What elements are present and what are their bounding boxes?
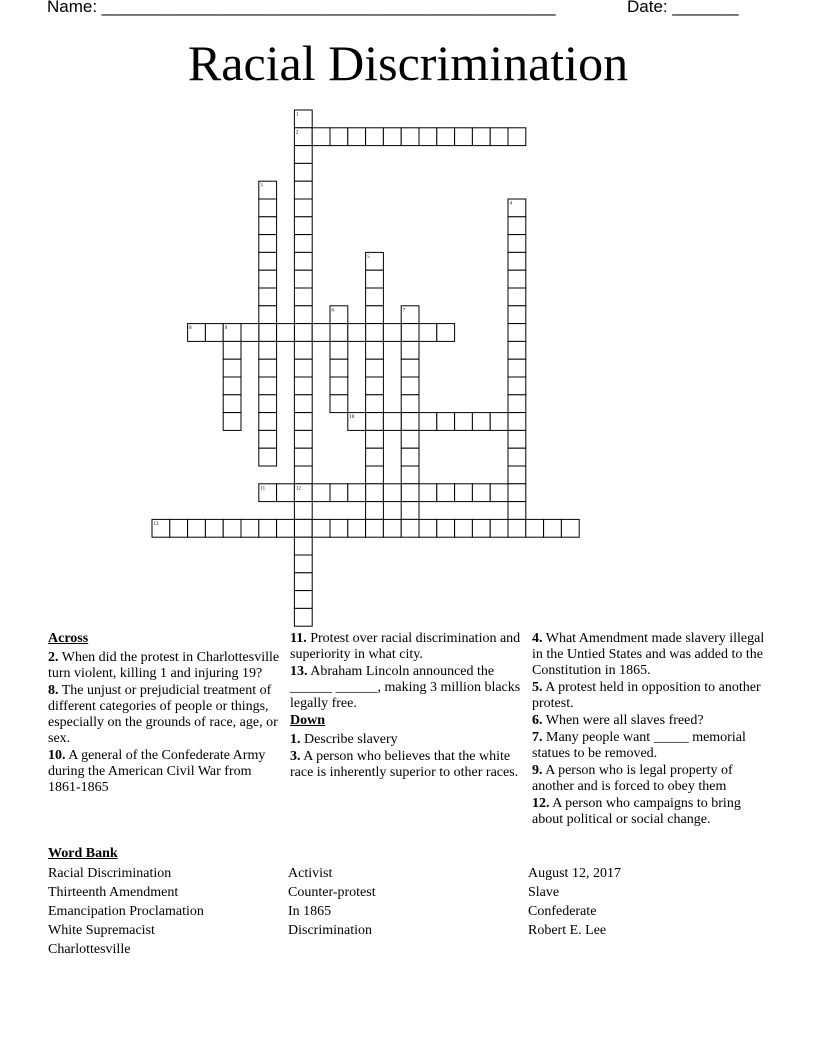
grid-cell[interactable]	[259, 324, 277, 342]
cell-number: 10	[349, 415, 355, 421]
grid-cell[interactable]	[508, 128, 526, 146]
clue-text: A person who campaigns to bring about political or social change.	[532, 796, 741, 827]
grid-cell[interactable]	[294, 217, 312, 235]
grid-cell[interactable]	[366, 466, 384, 484]
page-title: Racial Discrimination	[187, 35, 629, 91]
grid-cell[interactable]	[312, 519, 330, 537]
grid-cell[interactable]	[401, 430, 419, 448]
cell-number: 5	[367, 254, 370, 260]
grid-cell[interactable]	[401, 466, 419, 484]
grid-cell[interactable]	[330, 519, 348, 537]
cell-number: 6	[331, 308, 334, 314]
clue-text: A person who believes that the white race is inherently superior to other races.	[290, 749, 519, 780]
grid-cell[interactable]	[437, 484, 455, 502]
clue-column-3	[532, 631, 772, 829]
grid-cell[interactable]	[437, 413, 455, 431]
grid-cell[interactable]	[366, 519, 384, 537]
word-bank-item: Confederate	[528, 904, 597, 919]
grid-cell[interactable]	[455, 128, 473, 146]
grid-cell[interactable]	[223, 377, 241, 395]
clue-text: A protest held in opposition to another protest.	[532, 680, 761, 711]
grid-cell[interactable]	[241, 324, 259, 342]
grid-cell[interactable]	[401, 413, 419, 431]
grid-cell[interactable]	[419, 128, 437, 146]
grid-cell[interactable]	[366, 395, 384, 413]
grid-cell[interactable]	[294, 181, 312, 199]
grid-cell[interactable]	[366, 341, 384, 359]
grid-cell[interactable]	[490, 413, 508, 431]
grid-cell[interactable]	[259, 341, 277, 359]
grid-cell[interactable]	[205, 519, 223, 537]
clue-text: Abraham Lincoln announced the ______ ______, making 3 million blacks legally free.	[290, 664, 521, 711]
clue-text: A general of the Confederate Army during the American Civil War from 1861-1865	[48, 748, 266, 795]
grid-cell[interactable]	[490, 484, 508, 502]
grid-cell[interactable]	[294, 430, 312, 448]
grid-cell[interactable]	[348, 324, 366, 342]
word-bank-column-1	[48, 864, 204, 959]
clue-number: 1.	[290, 732, 301, 747]
grid-cell[interactable]	[294, 537, 312, 555]
grid-cell[interactable]	[437, 519, 455, 537]
grid-cell[interactable]	[259, 395, 277, 413]
word-bank-heading: Word Bank	[48, 846, 118, 861]
grid-cell[interactable]	[508, 430, 526, 448]
grid-cell[interactable]	[366, 502, 384, 520]
grid-cell[interactable]	[401, 484, 419, 502]
down-clue	[532, 680, 772, 712]
grid-cell[interactable]	[348, 484, 366, 502]
grid-cell[interactable]	[508, 377, 526, 395]
grid-cell[interactable]	[419, 484, 437, 502]
clue-column-1	[48, 631, 283, 797]
grid-cell[interactable]	[259, 270, 277, 288]
across-heading: Across	[48, 631, 89, 646]
clue-text: When were all slaves freed?	[545, 713, 704, 728]
grid-cell[interactable]	[401, 395, 419, 413]
grid-cell[interactable]	[366, 128, 384, 146]
grid-cell[interactable]	[366, 270, 384, 288]
grid-cell[interactable]	[241, 519, 259, 537]
word-bank-item: Robert E. Lee	[528, 923, 607, 938]
grid-cell[interactable]	[294, 288, 312, 306]
grid-cell[interactable]	[330, 128, 348, 146]
grid-cell[interactable]	[170, 519, 188, 537]
grid-cell[interactable]	[561, 519, 579, 537]
grid-cell[interactable]	[383, 484, 401, 502]
word-bank-item: Charlottesville	[48, 942, 131, 957]
clue-number: 2.	[48, 650, 59, 665]
grid-cell[interactable]	[223, 519, 241, 537]
grid-cell[interactable]	[508, 484, 526, 502]
cell-number: 13	[153, 521, 159, 527]
grid-cell[interactable]	[294, 359, 312, 377]
down-clue	[532, 631, 772, 679]
grid-cell[interactable]	[401, 341, 419, 359]
grid-cell[interactable]	[294, 146, 312, 164]
word-bank-column-3	[528, 864, 621, 940]
clue-number: 5.	[532, 680, 543, 695]
grid-cell[interactable]	[401, 324, 419, 342]
word-bank-item: Emancipation Proclamation	[48, 904, 204, 919]
across-clue	[290, 631, 526, 663]
grid-cell[interactable]	[294, 573, 312, 591]
grid-cell[interactable]	[294, 270, 312, 288]
grid-cell[interactable]	[366, 288, 384, 306]
grid-cell[interactable]	[259, 288, 277, 306]
grid-cell[interactable]	[437, 324, 455, 342]
grid-cell[interactable]	[472, 128, 490, 146]
cell-number: 8	[189, 326, 192, 332]
clue-text: Describe slavery	[304, 732, 398, 747]
grid-cell[interactable]	[259, 359, 277, 377]
grid-cell[interactable]	[419, 413, 437, 431]
grid-cell[interactable]	[508, 270, 526, 288]
clue-text: What Amendment made slavery illegal in the Untied States and was added to the Constitution in 1865.	[532, 631, 765, 678]
grid-cell[interactable]	[294, 519, 312, 537]
grid-cell[interactable]	[259, 306, 277, 324]
clue-column-2	[290, 631, 526, 782]
grid-cell[interactable]	[294, 377, 312, 395]
down-clue	[290, 749, 526, 781]
clue-text: When did the protest in Charlottesville turn violent, killing 1 and injuring 19?	[48, 650, 280, 681]
grid-cell[interactable]	[259, 217, 277, 235]
grid-cell[interactable]	[259, 448, 277, 466]
grid-cell[interactable]	[366, 430, 384, 448]
grid-cell[interactable]	[508, 359, 526, 377]
down-heading: Down	[290, 713, 326, 728]
grid-cell[interactable]	[188, 519, 206, 537]
grid-cell[interactable]	[508, 235, 526, 253]
word-bank-column-2	[288, 864, 376, 940]
grid-cell[interactable]	[259, 199, 277, 217]
grid-cell[interactable]	[401, 502, 419, 520]
word-bank-item: Discrimination	[288, 923, 372, 938]
clue-number: 10.	[48, 748, 66, 763]
grid-cell[interactable]	[455, 519, 473, 537]
grid-cell[interactable]	[366, 448, 384, 466]
grid-cell[interactable]	[259, 252, 277, 270]
grid-cell[interactable]	[401, 519, 419, 537]
cell-number: 4	[509, 201, 512, 207]
grid-cell[interactable]	[508, 502, 526, 520]
grid-cell[interactable]	[472, 519, 490, 537]
grid-cell[interactable]	[330, 484, 348, 502]
down-clue	[290, 732, 526, 748]
clue-number: 3.	[290, 749, 301, 764]
clue-number: 12.	[532, 796, 550, 811]
grid-cell[interactable]	[294, 199, 312, 217]
grid-cell[interactable]	[383, 413, 401, 431]
across-clue	[48, 650, 283, 682]
clue-text: The unjust or prejudicial treatment of different categories of people or things, especially on the grounds of race, age, or sex.	[48, 683, 278, 746]
down-clue	[532, 763, 772, 795]
grid-cell[interactable]	[294, 591, 312, 609]
grid-cell[interactable]	[205, 324, 223, 342]
grid-cell[interactable]	[223, 413, 241, 431]
grid-cell[interactable]	[348, 519, 366, 537]
grid-cell[interactable]	[294, 608, 312, 626]
grid-cell[interactable]	[277, 519, 295, 537]
across-clue	[48, 683, 283, 747]
grid-cell[interactable]	[366, 306, 384, 324]
clue-number: 4.	[532, 631, 543, 646]
word-bank-item: Activist	[288, 866, 333, 881]
across-clue	[48, 748, 283, 796]
down-clue	[532, 796, 772, 828]
grid-cell[interactable]	[526, 519, 544, 537]
clue-number: 8.	[48, 683, 59, 698]
grid-cell[interactable]	[294, 466, 312, 484]
cell-number: 12	[295, 486, 301, 492]
across-clue	[290, 664, 526, 712]
grid-cell[interactable]	[419, 324, 437, 342]
grid-cell[interactable]	[259, 377, 277, 395]
grid-cell[interactable]	[259, 430, 277, 448]
grid-cell[interactable]	[223, 341, 241, 359]
cell-number: 9	[224, 326, 228, 332]
word-bank-item: August 12, 2017	[528, 866, 621, 881]
grid-cell[interactable]	[294, 448, 312, 466]
word-bank-item: Racial Discrimination	[48, 866, 172, 881]
grid-cell[interactable]	[348, 128, 366, 146]
cell-number: 3	[260, 183, 263, 189]
grid-cell[interactable]	[223, 359, 241, 377]
grid-cell[interactable]	[401, 377, 419, 395]
grid-cell[interactable]	[419, 519, 437, 537]
down-clue	[532, 730, 772, 762]
grid-cell[interactable]	[366, 324, 384, 342]
grid-cell[interactable]	[259, 413, 277, 431]
grid-cell[interactable]	[366, 413, 384, 431]
grid-cell[interactable]	[312, 324, 330, 342]
grid-cell[interactable]	[330, 341, 348, 359]
grid-cell[interactable]	[490, 128, 508, 146]
grid-cell[interactable]	[294, 413, 312, 431]
grid-cell[interactable]	[294, 306, 312, 324]
word-bank-item: In 1865	[288, 904, 332, 919]
grid-cell[interactable]	[508, 448, 526, 466]
clue-text: Protest over racial discrimination and superiority in what city.	[290, 631, 521, 662]
word-bank-item: Counter-protest	[288, 885, 376, 900]
grid-cell[interactable]	[544, 519, 562, 537]
cell-number: 7	[402, 308, 406, 314]
cell-number: 2	[295, 130, 299, 136]
grid-cell[interactable]	[294, 324, 312, 342]
grid-cell[interactable]	[508, 324, 526, 342]
grid-cell[interactable]	[277, 324, 295, 342]
date-field: Date: _______	[627, 0, 739, 16]
grid-cell[interactable]	[277, 484, 295, 502]
grid-cell[interactable]	[437, 128, 455, 146]
grid-cell[interactable]	[401, 448, 419, 466]
grid-cell[interactable]	[330, 359, 348, 377]
grid-cell[interactable]	[401, 359, 419, 377]
grid-cell[interactable]	[312, 484, 330, 502]
clue-text: A person who is legal property of another and is forced to obey them	[532, 763, 733, 794]
grid-cell[interactable]	[294, 395, 312, 413]
grid-cell[interactable]	[383, 519, 401, 537]
grid-cell[interactable]	[508, 288, 526, 306]
grid-cell[interactable]	[366, 359, 384, 377]
grid-cell[interactable]	[508, 341, 526, 359]
clue-number: 9.	[532, 763, 543, 778]
grid-cell[interactable]	[366, 484, 384, 502]
grid-cell[interactable]	[330, 377, 348, 395]
word-bank-item: White Supremacist	[48, 923, 155, 938]
cell-number: 11	[260, 486, 266, 492]
grid-cell[interactable]	[259, 235, 277, 253]
grid-cell[interactable]	[401, 128, 419, 146]
grid-cell[interactable]	[508, 395, 526, 413]
grid-cell[interactable]	[472, 413, 490, 431]
clue-number: 7.	[532, 730, 543, 745]
grid-cell[interactable]	[294, 341, 312, 359]
clue-number: 6.	[532, 713, 543, 728]
grid-cell[interactable]	[259, 519, 277, 537]
word-bank-item: Slave	[528, 885, 560, 900]
grid-cell[interactable]	[472, 484, 490, 502]
grid-cell[interactable]	[508, 252, 526, 270]
grid-cell[interactable]	[330, 324, 348, 342]
name-field: Name: ________________________________________________	[47, 0, 556, 16]
grid-cell[interactable]	[508, 413, 526, 431]
down-clue	[532, 713, 772, 729]
grid-cell[interactable]	[508, 217, 526, 235]
grid-cell[interactable]	[490, 519, 508, 537]
grid-cell[interactable]	[294, 235, 312, 253]
cell-number: 1	[295, 112, 299, 118]
grid-cell[interactable]	[223, 395, 241, 413]
grid-cell[interactable]	[455, 484, 473, 502]
clue-text: Many people want _____ memorial statues to be removed.	[532, 730, 746, 761]
grid-cell[interactable]	[383, 128, 401, 146]
grid-cell[interactable]	[508, 466, 526, 484]
grid-cell[interactable]	[508, 306, 526, 324]
grid-cell[interactable]	[312, 128, 330, 146]
grid-cell[interactable]	[294, 252, 312, 270]
grid-cell[interactable]	[383, 324, 401, 342]
word-bank-item: Thirteenth Amendment	[48, 885, 179, 900]
clue-number: 11.	[290, 631, 307, 646]
grid-cell[interactable]	[366, 377, 384, 395]
grid-cell[interactable]	[455, 413, 473, 431]
grid-cell[interactable]	[294, 502, 312, 520]
grid-cell[interactable]	[508, 519, 526, 537]
grid-cell[interactable]	[294, 555, 312, 573]
grid-cell[interactable]	[330, 395, 348, 413]
grid-cell[interactable]	[294, 163, 312, 181]
clue-number: 13.	[290, 664, 308, 679]
